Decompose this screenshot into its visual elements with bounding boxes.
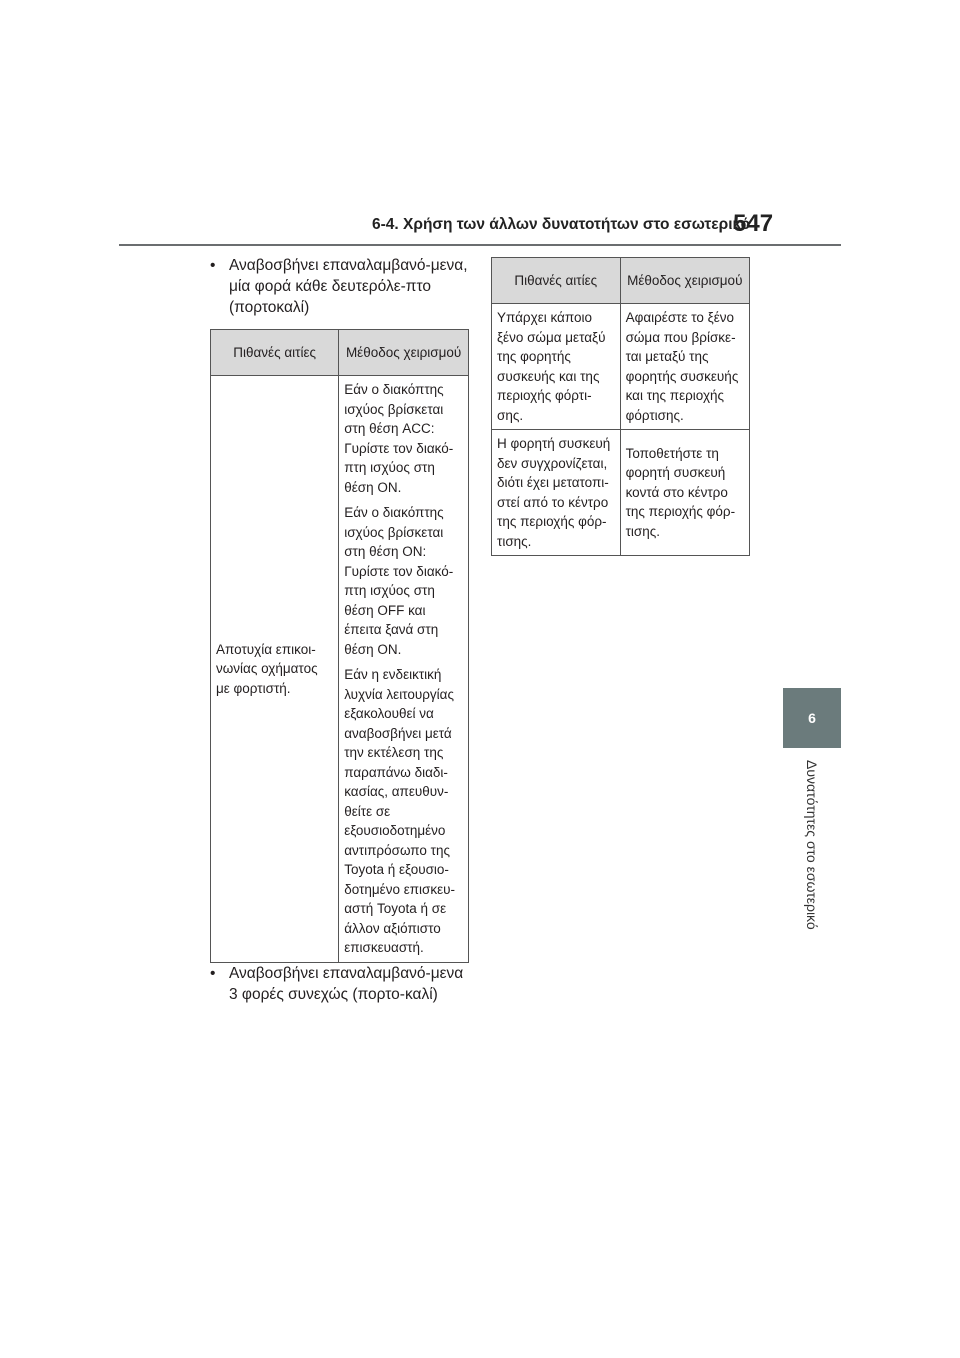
remedy-acc: Εάν ο διακόπτης ισχύος βρίσκεται στη θέση ACC: Γυρίστε τον διακό-πτη ισχύος στη θέση ON. [344,382,454,495]
cause-cell: Υπάρχει κάποιο ξένο σώμα μεταξύ της φορητής συσκευής και της περιοχής φόρτι-σης. [492,304,621,430]
page-number: 547 [733,210,774,237]
header-handling-method: Μέθοδος χειρισμού [339,330,469,376]
remedy-cell: Τοποθετήστε τη φορητή συσκευή κοντά στο κέντρο της περιοχής φόρ-τισης. [620,430,749,556]
bullet-text: Αναβοσβήνει επαναλαμβανό-μενα, μία φορά κάθε δευτερόλε-πτο (πορτοκαλί) [229,257,468,316]
cause-cell: Η φορητή συσκευή δεν συγχρονίζεται, διότι έχει μετατοπι-στεί από το κέντρο της περιοχής φόρ-τισης. [492,430,621,556]
chapter-tab [783,688,841,748]
bullet-blink-once-per-second [210,255,475,318]
chapter-label [802,760,822,950]
bullet-blink-three-times [210,963,475,1005]
remedy-cell: Αφαιρέστε το ξένο σώμα που βρίσκε-ται μεταξύ της φορητής συσκευής και της περιοχής φόρτισης. [620,304,749,430]
right-troubleshooting-table [491,257,750,556]
remedy-on: Εάν ο διακόπτης ισχύος βρίσκεται στη θέση ON: Γυρίστε τον διακό-πτη ισχύος στη θέση OFF και έπειτα ξανά στη θέση ON. [344,505,454,657]
header-possible-causes: Πιθανές αιτίες [211,330,339,376]
bullet-text: Αναβοσβήνει επαναλαμβανό-μενα 3 φορές συνεχώς (πορτο-καλί) [229,965,464,1003]
header-possible-causes: Πιθανές αιτίες [492,258,621,304]
header-divider [119,244,841,246]
left-troubleshooting-table [210,329,469,963]
chapter-number: 6 [808,710,816,726]
remedy-contact-dealer: Εάν η ενδεικτική λυχνία λειτουργίας εξακολουθεί να αναβοσβήνει μετά την εκτέλεση της παραπάνω διαδι-κασίας, απευθυν-θείτε σε εξουσιοδοτημένο αντιπρόσωπο της Toyota ή εξουσιο-δοτημένο επισκευ-αστή Toyota ή σε άλλον αξιόπιστο επισκευαστή. [344,667,456,955]
remedy-cell [339,376,469,963]
cause-cell: Αποτυχία επικοι-νωνίας οχήματος με φορτιστή. [211,376,339,963]
bullet-dot: • [210,965,216,982]
section-title: 6-4. Χρήση των άλλων δυνατοτήτων στο εσωτερικό [372,216,751,233]
chapter-label-text: Δυνατότητες στο εσωτερικό [804,760,820,930]
header-handling-method: Μέθοδος χειρισμού [620,258,749,304]
bullet-dot: • [210,257,216,274]
